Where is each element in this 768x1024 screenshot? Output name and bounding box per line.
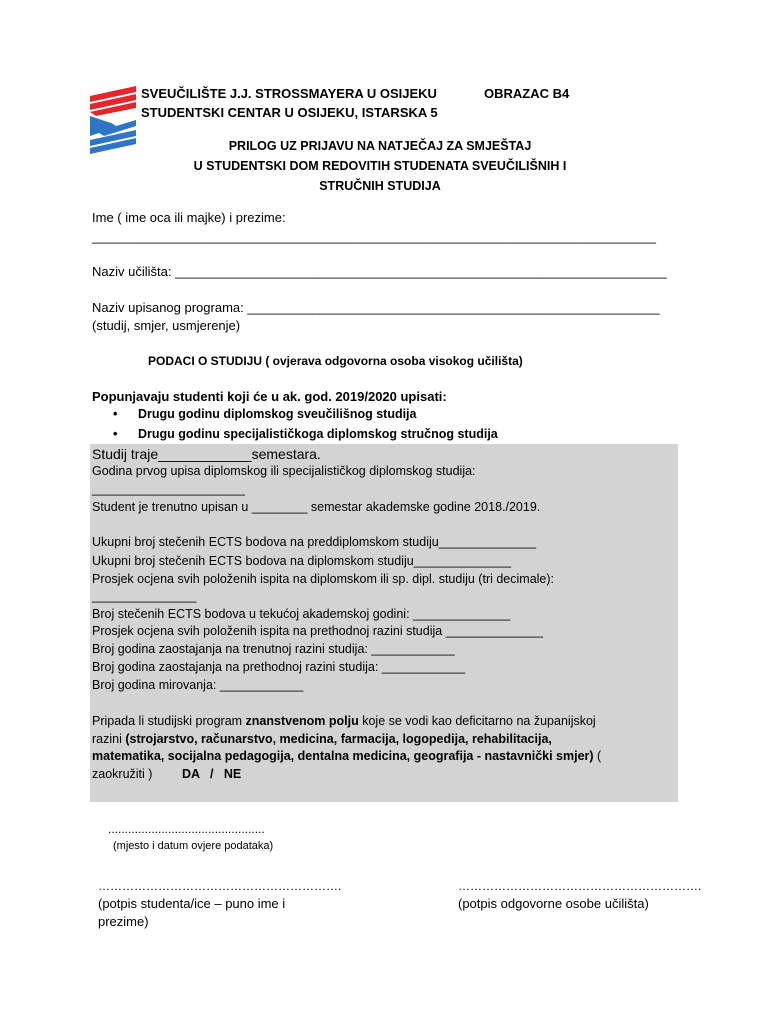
- da-ne-choice[interactable]: DA / NE: [182, 767, 242, 781]
- deficit-question-line-4: zaokružiti ): [92, 767, 153, 781]
- student-signature-label-1: (potpis studenta/ice – puno ime i: [98, 896, 286, 911]
- avg-grade-grad-label: Prosjek ocjena svih položenih ispita na diplomskom ili sp. dipl. studiju (tri decimale):: [92, 572, 555, 586]
- ects-current-year-field[interactable]: Broj stečenih ECTS bodova u tekućoj akademskoj godini: ______________: [92, 607, 511, 621]
- study-data-heading: PODACI O STUDIJU ( ovjerava odgovorna osoba visokog učilišta): [148, 354, 523, 368]
- avg-grade-grad-field[interactable]: _______________: [92, 589, 197, 603]
- place-date-label: (mjesto i datum ovjere podataka): [113, 840, 274, 852]
- student-center-name: STUDENTSKI CENTAR U OSIJEKU, ISTARSKA 5: [141, 105, 438, 120]
- official-signature-label: (potpis odgovorne osobe učilišta): [458, 896, 649, 911]
- student-signature-line[interactable]: …………………………………………………….: [98, 879, 342, 893]
- current-semester-field[interactable]: Student je trenutno upisan u ________ semestar akademske godine 2018./2019.: [92, 500, 541, 514]
- form-title: [150, 136, 610, 196]
- title-line-1: PRILOG UZ PRIJAVU NA NATJEČAJ ZA SMJEŠTAJ: [228, 139, 532, 153]
- bullet-item-2: • Drugu godinu specijalističkoga diplomskog stručnog studija: [113, 427, 498, 441]
- program-hint: (studij, smjer, usmjerenje): [92, 318, 241, 333]
- title-line-3: STRUČNIH STUDIJA: [319, 179, 441, 193]
- first-enrol-label: Godina prvog upisa diplomskog ili specijalističkog diplomskog studija:: [92, 464, 476, 478]
- university-logo: [90, 86, 140, 158]
- deficit-question-line-3: matematika, socijalna pedagogija, dentalna medicina, geografija - nastavnički smjer) (: [92, 749, 602, 763]
- name-label: Ime ( ime oca ili majke) i prezime:: [92, 210, 286, 225]
- school-field[interactable]: Naziv učilišta: ____________________________________________________________________: [92, 264, 667, 279]
- university-name: SVEUČILIŠTE J.J. STROSSMAYERA U OSIJEKU: [141, 86, 437, 101]
- intro-text: Popunjavaju studenti koji će u ak. god. 2019/2020 upisati:: [92, 389, 447, 404]
- delay-current-field[interactable]: Broj godina zaostajanja na trenutnoj razini studija: ____________: [92, 642, 455, 656]
- program-field[interactable]: Naziv upisanog programa: _________________________________________________________: [92, 300, 660, 315]
- study-duration-field[interactable]: Studij traje____________semestara.: [92, 446, 321, 462]
- name-field-line[interactable]: ______________________________________________________________________________: [92, 229, 656, 244]
- first-enrol-field[interactable]: ______________________: [92, 482, 245, 496]
- bullet-item-1: • Drugu godinu diplomskog sveučilišnog studija: [113, 407, 417, 421]
- title-line-2: U STUDENTSKI DOM REDOVITIH STUDENATA SVEUČILIŠNIH I: [193, 159, 567, 173]
- ects-undergrad-field[interactable]: Ukupni broj stečenih ECTS bodova na preddiplomskom studiju______________: [92, 535, 537, 549]
- delay-prev-field[interactable]: Broj godina zaostajanja na prethodnoj razini studija: ____________: [92, 660, 466, 674]
- pause-years-field[interactable]: Broj godina mirovanja: ____________: [92, 678, 304, 692]
- student-signature-label-2: prezime): [98, 914, 149, 929]
- deficit-question-line-1: Pripada li studijski program znanstvenom polju koje se vodi kao deficitarno na županijskoj: [92, 714, 596, 728]
- ects-grad-field[interactable]: Ukupni broj stečenih ECTS bodova na diplomskom studiju______________: [92, 554, 512, 568]
- avg-grade-prev-field[interactable]: Prosjek ocjena svih položenih ispita na prethodnoj razini studija ______________: [92, 624, 544, 638]
- official-signature-line[interactable]: …………………………………………………….: [458, 879, 702, 893]
- deficit-question-line-2: razini (strojarstvo, računarstvo, medicina, farmacija, logopedija, rehabilitacija,: [92, 732, 552, 746]
- place-date-line[interactable]: ...............................................: [108, 822, 265, 836]
- form-code: OBRAZAC B4: [484, 86, 570, 101]
